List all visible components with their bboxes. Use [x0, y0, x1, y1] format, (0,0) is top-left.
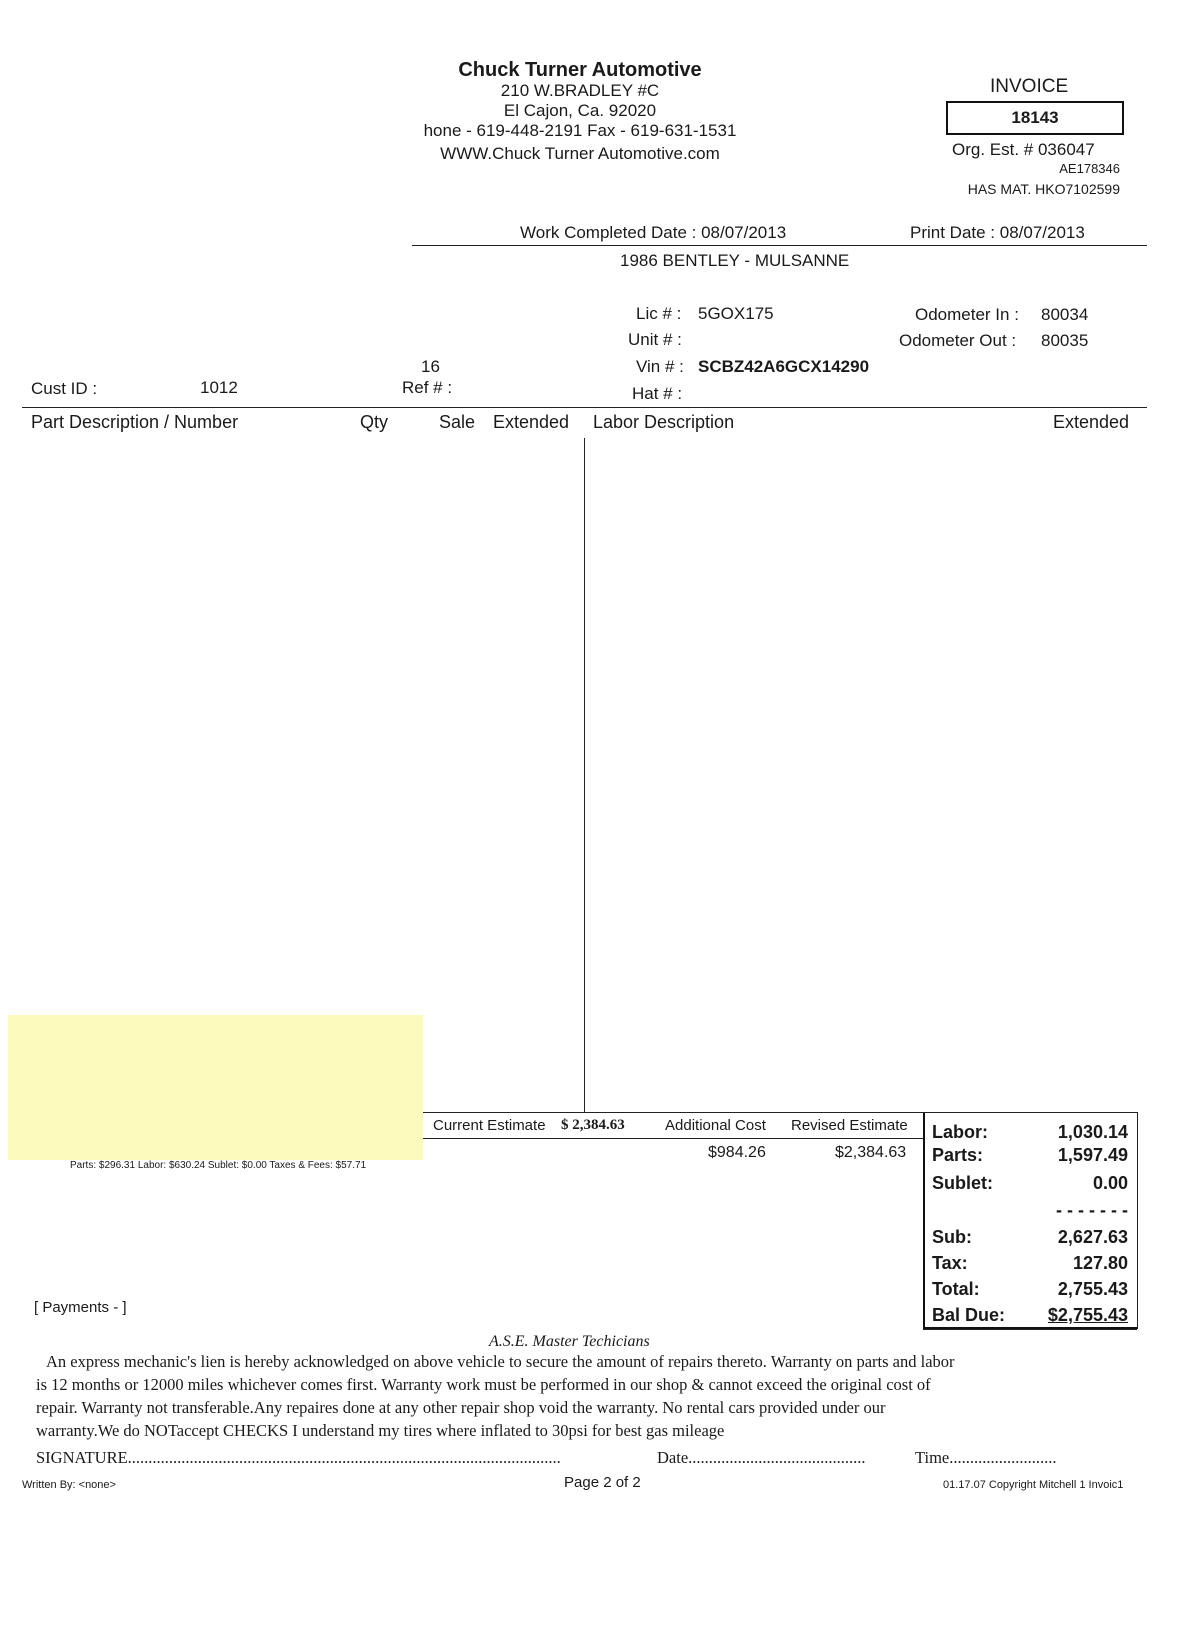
- total-value: 0.00: [1092, 1173, 1128, 1193]
- invoice-number-box: [946, 101, 1124, 135]
- additional-cost-value: $984.26: [708, 1144, 766, 1161]
- col-extended: Extended: [493, 412, 570, 432]
- odometer-in-label: Odometer In :: [915, 305, 1019, 324]
- additional-cost-label: Additional Cost: [665, 1117, 766, 1134]
- legal-line-1: An express mechanic's lien is hereby acknowledged on above vehicle to secure the amount of repairs thereto. Warranty on parts and labor: [46, 1352, 955, 1371]
- legal-line-3: repair. Warranty not transferable.Any repaires done at any other repair shop void the warranty. No rental cars provided under our: [36, 1398, 886, 1417]
- total-value: - - - - - - -: [1056, 1200, 1128, 1220]
- header-divider: [412, 245, 1147, 246]
- reference-label: Ref # :: [402, 378, 453, 397]
- reference-partial: 16: [421, 357, 440, 376]
- revised-estimate-value: $2,384.63: [835, 1144, 907, 1161]
- col-part-description: Part Description / Number: [31, 412, 239, 432]
- total-row-separator: [932, 1197, 1132, 1223]
- vin-value: SCBZ42A6GCX14290: [698, 357, 870, 376]
- total-row-sub: [932, 1224, 1132, 1250]
- invoice-title: INVOICE: [990, 76, 1069, 97]
- estimate-top-rule: [423, 1112, 923, 1113]
- total-value: 2,627.63: [1057, 1227, 1128, 1247]
- total-label: Tax:: [932, 1253, 968, 1273]
- parts-labor-divider: [584, 438, 585, 1113]
- date-line: Date...........................................: [657, 1448, 866, 1467]
- col-labor-extended: Extended: [1053, 412, 1130, 432]
- total-row-total: [932, 1276, 1132, 1302]
- legal-line-2: is 12 months or 12000 miles whichever comes first. Warranty work must be performed in our shop & cannot exceed the original cost of: [36, 1375, 931, 1394]
- odometer-in-value: 80034: [1041, 305, 1089, 324]
- vehicle-description: 1986 BENTLEY - MULSANNE: [620, 251, 850, 270]
- col-labor-description: Labor Description: [593, 412, 735, 432]
- company-address-line1: 210 W.BRADLEY #C: [500, 81, 660, 100]
- print-date: Print Date : 08/07/2013: [910, 223, 1085, 242]
- copyright-notice: 01.17.07 Copyright Mitchell 1 Invoic1: [943, 1479, 1124, 1491]
- vin-label: Vin # :: [636, 357, 684, 376]
- total-label: Sublet:: [932, 1173, 993, 1193]
- ae-number: AE178346: [1059, 161, 1120, 176]
- invoice-number: 18143: [1011, 108, 1059, 127]
- odometer-out-label: Odometer Out :: [899, 331, 1017, 350]
- customer-id-label: Cust ID :: [31, 379, 98, 398]
- total-row-balance-due: [932, 1302, 1132, 1328]
- current-estimate-label: Current Estimate: [433, 1117, 546, 1134]
- col-sale: Sale: [439, 412, 476, 432]
- total-label: Total:: [932, 1279, 980, 1299]
- totals-right-rule: [1137, 1112, 1138, 1329]
- company-phone-fax: hone - 619-448-2191 Fax - 619-631-1531: [423, 121, 737, 140]
- col-qty: Qty: [360, 412, 389, 432]
- total-row-tax: [932, 1250, 1132, 1276]
- estimate-mid-rule: [423, 1138, 923, 1139]
- total-row-sublet: [932, 1170, 1132, 1196]
- column-header-top-rule: [22, 407, 1147, 408]
- current-estimate-value: $ 2,384.63: [561, 1117, 625, 1133]
- legal-line-4: warranty.We do NOTaccept CHECKS I understand my tires where inflated to 30psi for best gas mileage: [36, 1421, 725, 1440]
- time-line: Time..........................: [915, 1448, 1057, 1467]
- page-number: Page 2 of 2: [564, 1474, 641, 1491]
- totals-bottom-rule: [923, 1329, 1137, 1330]
- license-value: 5GOX175: [698, 304, 774, 323]
- total-label: Parts:: [932, 1145, 984, 1165]
- ase-master-technicians: A.S.E. Master Techicians: [489, 1333, 650, 1350]
- total-label: Sub:: [932, 1227, 972, 1247]
- company-header: [380, 59, 780, 164]
- work-completed-date: Work Completed Date : 08/07/2013: [520, 223, 787, 242]
- payments-line: [ Payments - ]: [34, 1299, 127, 1316]
- total-value: 127.80: [1072, 1253, 1128, 1273]
- has-mat-number: HAS MAT. HKO7102599: [967, 181, 1120, 197]
- company-address-line2: El Cajon, Ca. 92020: [503, 101, 657, 120]
- original-estimate-number: Org. Est. # 036047: [952, 140, 1095, 159]
- total-label: Bal Due:: [932, 1305, 1006, 1325]
- total-value: $2,755.43: [1047, 1305, 1128, 1325]
- revised-estimate-label: Revised Estimate: [791, 1117, 908, 1134]
- odometer-out-value: 80035: [1041, 331, 1089, 350]
- total-label: Labor:: [932, 1122, 988, 1142]
- customer-id-value: 1012: [200, 378, 238, 397]
- total-value: 2,755.43: [1057, 1279, 1128, 1299]
- signature-line: SIGNATURE.........................................................................................................: [36, 1448, 561, 1467]
- redaction-sticky-note: [8, 1015, 423, 1160]
- total-value: 1,597.49: [1057, 1145, 1128, 1165]
- unit-label: Unit # :: [628, 330, 682, 349]
- totals-top-rule: [923, 1112, 1137, 1113]
- hat-label: Hat # :: [632, 384, 683, 403]
- company-website: WWW.Chuck Turner Automotive.com: [440, 144, 720, 163]
- estimate-breakdown: Parts: $296.31 Labor: $630.24 Sublet: $0.00 Taxes & Fees: $57.71: [70, 1160, 367, 1171]
- written-by: Written By: <none>: [22, 1479, 116, 1491]
- license-label: Lic # :: [636, 304, 682, 323]
- total-row-parts: [932, 1142, 1132, 1168]
- legal-terms: [22, 1350, 1142, 1442]
- company-name: Chuck Turner Automotive: [458, 59, 702, 81]
- total-value: 1,030.14: [1057, 1122, 1128, 1142]
